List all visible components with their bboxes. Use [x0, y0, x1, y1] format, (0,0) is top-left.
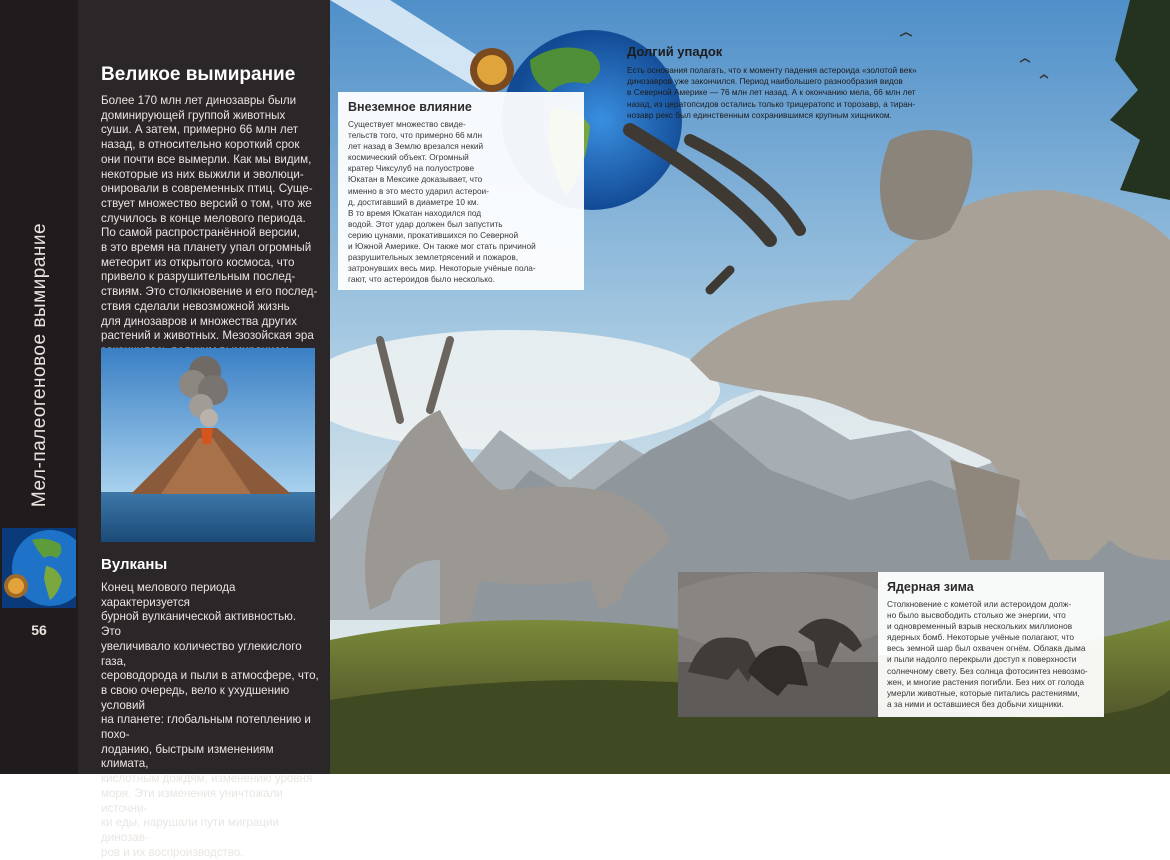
long-decline-text: Есть основания полагать, что к моменту падения астероида «золотой век» динозавров уже закончился. Период наибольшего разнообразия видов в Северной Америке — 76 млн лет назад. А к окончанию мела, 66 млн лет назад, из цератопсидов остались только трицератопс и торозавр, а тиран- нозавр рекс был единственным сохранившимся крупным хищником.	[627, 65, 917, 120]
globe-thumbnail	[2, 528, 76, 608]
volcanoes-title: Вулканы	[101, 556, 168, 573]
nuclear-winter-illustration	[678, 572, 878, 717]
volcanoes-text: Конец мелового периода характеризуется бурной вулканической активностью. Это увеличивало количество углекислого газа, сероводорода и пыли в атмосфере, что, в свою очередь, вело к ухудшению условий на планете: глобальным потеплению и похо- лоданию, быстрым изменениям климата, кислотным дождям, изменению уровня моря. Эти изменения уничтожали источни- ки еды, нарушали пути миграции динозав- ров и их воспроизводство.	[101, 581, 319, 859]
chapter-vertical-title	[22, 210, 58, 520]
impact-text: Существует множество свиде- тельств того, что примерно 66 млн лет назад в Землю врезался некий космический объект. Огромный кратер Чиксулуб на полуострове Юкатан в Мексике доказывает, что именно в это место ударил астерои- д, достигавший в диаметре 10 км. В то время Юкатан находился под водой. Этот удар должен был запустить серию цунами, прокатившихся по Северной и Южной Америке. Он также мог стать причиной разрушительных землетрясений и пожаров, затронувших весь мир. Некоторые учёные пола- гают, что астероидов было несколько.	[348, 119, 536, 285]
great-extinction-title: Великое вымирание	[101, 64, 296, 85]
chapter-title-text: Мел-палеогеновое вымирание	[29, 222, 50, 508]
nuclear-winter-box	[878, 572, 1104, 717]
great-extinction-text: Более 170 млн лет динозавры были доминирующей группой животных суши. А затем, примерно 66 млн лет назад, в относительно короткий срок они почти все вымерли. Как мы видим, некоторые из них выжили и эволюци- онировали в современных птиц. Суще- ствует множество версий о том, что же случилось в конце мелового периода. По самой распространённой версии, в это время на планету упал огромный метеорит из открытого космоса, что привело к разрушительным послед- ствиям. Это столкновение и его послед- ствия сделали невозможной жизнь для динозавров и множества других растений и животных. Мезозойская эра	[101, 94, 318, 343]
volcano-illustration	[101, 348, 315, 542]
extraterrestrial-impact-box	[338, 92, 584, 290]
great-extinction-section	[101, 64, 319, 359]
long-decline-title: Долгий упадок	[627, 44, 723, 59]
page-number: 56	[31, 622, 47, 638]
nuclear-winter-text: Столкновение с кометой или астероидом долж- но было высвободить столько же энергии, что и одновременный взрыв нескольких миллионов ядерных бомб. Некоторые учёные полагают, что весь земной шар был охвачен огнём. Облака дыма и пыли надолго перекрыли доступ к поверхности солнечному свету. Без солнца фотосинтез невозмо- жен, и многие растения погибли. Без них от голода умерли животные, которые питались растениями, а за ними и оставшиеся без добычи хищники.	[887, 599, 1088, 709]
nuclear-winter-title: Ядерная зима	[887, 580, 974, 594]
impact-title: Внеземное влияние	[348, 100, 472, 114]
volcanoes-section	[101, 556, 319, 860]
long-decline-section	[627, 44, 927, 121]
